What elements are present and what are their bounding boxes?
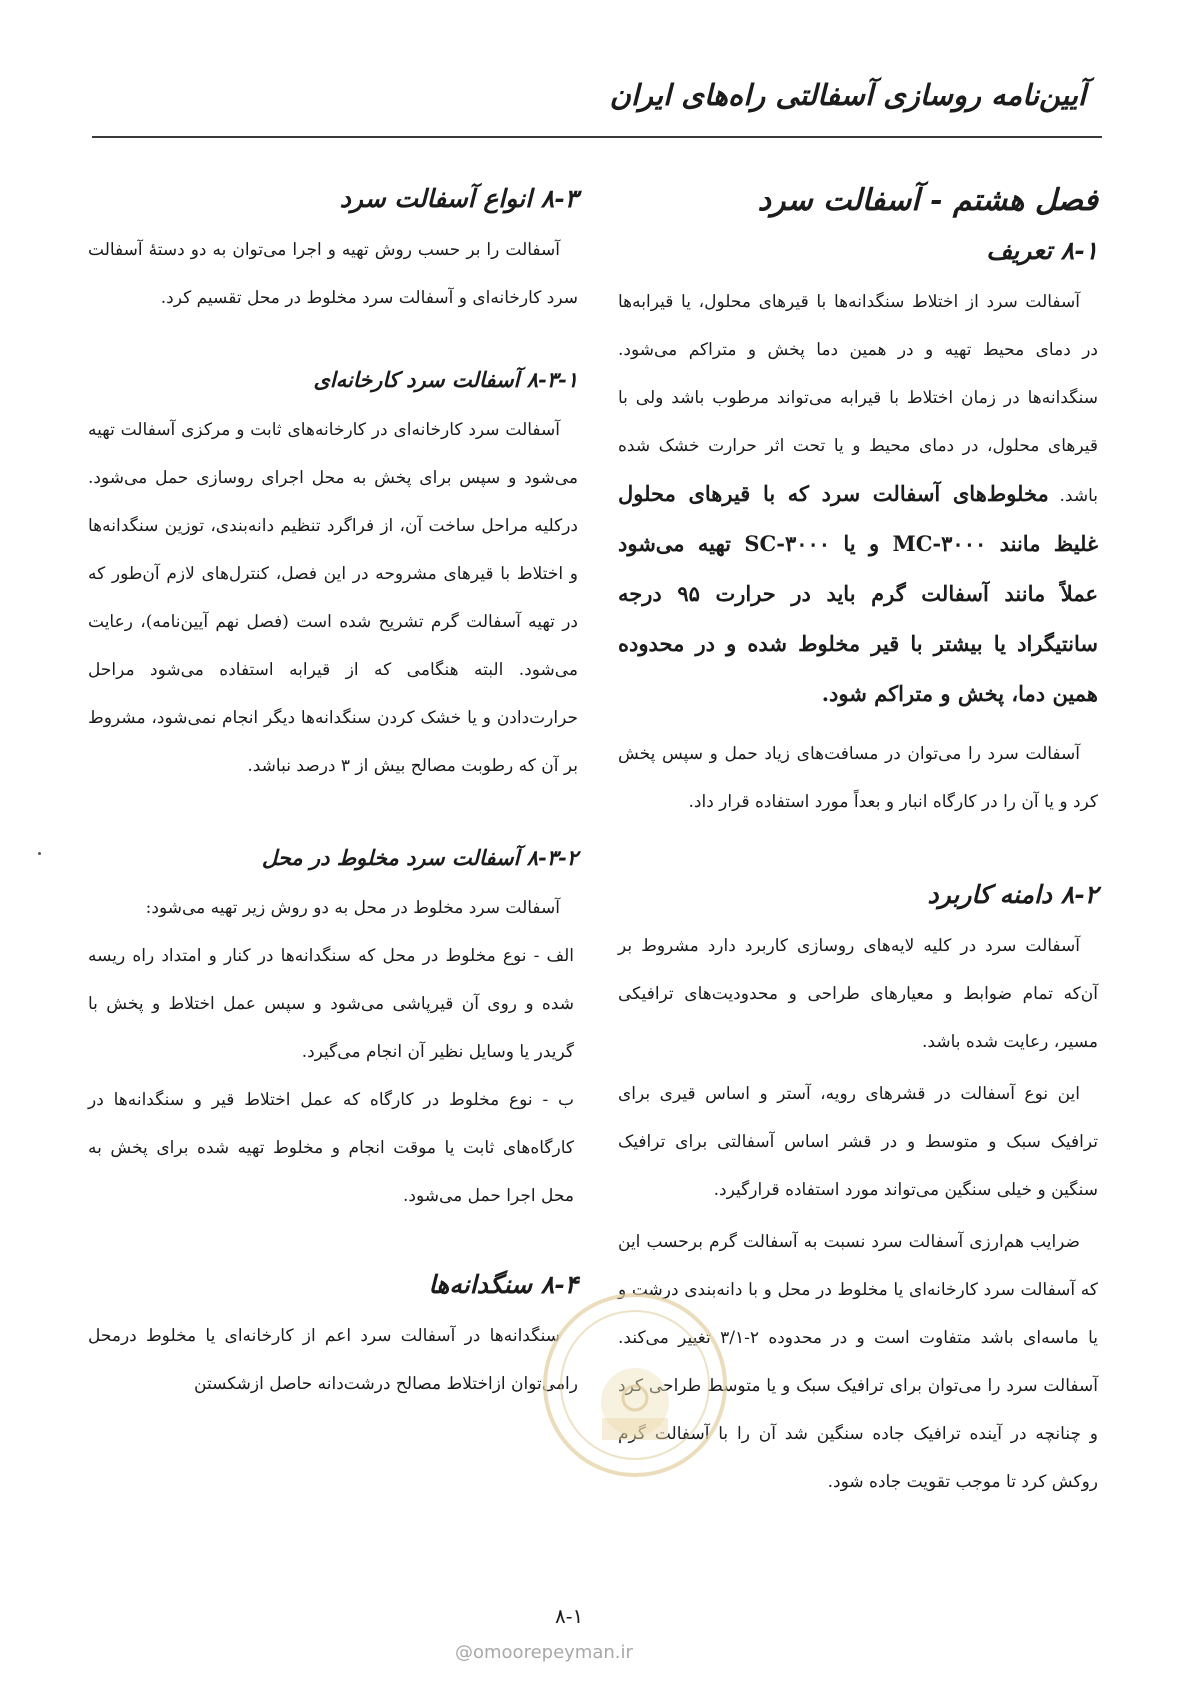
- scan-speck: [38, 852, 41, 855]
- paragraph-definition: [618, 278, 1098, 720]
- running-header: آیین‌نامه روسازی آسفالتی راه‌های ایران: [609, 78, 1086, 112]
- seal-watermark-icon: [540, 1290, 730, 1480]
- section-heading-8-2: ۸-۲ دامنه کاربرد: [927, 880, 1098, 909]
- section-heading-8-3: ۸-۳ انواع آسفالت سرد: [339, 184, 578, 213]
- paragraph-transport: آسفالت سرد را می‌توان در مسافت‌های زیاد حمل و سپس پخش کرد و یا آن را در کارگاه انبار و بعداً مورد استفاده قرار داد.: [618, 744, 1098, 812]
- paragraph-scope-1: آسفالت سرد در کلیه لایه‌های روسازی کاربرد دارد مشروط بر آن‌که تمام ضوابط و معیارهای طراحی و محدودیت‌های ترافیکی مسیر، رعایت شده باشد.: [618, 936, 1098, 1052]
- section-heading-8-4: ۸-۴ سنگدانه‌ها: [428, 1270, 578, 1299]
- list-item-a: الف - نوع مخلوط در محل که سنگدانه‌ها در کنار و امتداد راه ریسه شده و روی آن قیرپاشی می‌شود و سپس عمل اختلاط و پخش با گریدر یا وسایل نظیر آن انجام می‌گیرد.: [88, 946, 574, 1062]
- paragraph-scope-2: این نوع آسفالت در قشرهای رویه، آستر و اساس قیری برای ترافیک سبک و متوسط و در قشر اساس آسفالتی برای ترافیک سنگین و خیلی سنگین می‌تواند مورد استفاده قرارگیرد.: [618, 1084, 1098, 1200]
- paragraph-aggregates: سنگدانه‌ها در آسفالت سرد اعم از کارخانه‌ای یا مخلوط درمحل رامی‌توان ازاختلاط مصالح درشت‌دانه حاصل ازشکستن: [88, 1326, 578, 1394]
- page-number: ۸-۱: [555, 1604, 584, 1628]
- list-item-b: ب - نوع مخلوط در کارگاه که عمل اختلاط قیر و سنگدانه‌ها در کارگاه‌های ثابت یا موقت انجام و مخلوط تهیه شده برای پخش به محل اجرا حمل می‌شود.: [88, 1090, 574, 1206]
- left-column: [88, 180, 578, 1408]
- paragraph-mixed-in-place: آسفالت سرد مخلوط در محل به دو روش زیر تهیه می‌شود:: [145, 898, 560, 918]
- paragraph-types: آسفالت را بر حسب روش تهیه و اجرا می‌توان به دو دستهٔ آسفالت سرد کارخانه‌ای و آسفالت سرد مخلوط در محل تقسیم کرد.: [88, 240, 578, 308]
- definition-text: آسفالت سرد از اختلاط سنگدانه‌ها با قیرهای محلول، یا قیرابه‌ها در دمای محیط تهیه و در همین دما پخش و متراکم می‌شود. سنگدانه‌ها در زمان اختلاط با قیرابه می‌تواند مرطوب باشد ولی با قیرهای محلول، در دمای محیط و یا تحت اثر حرارت خشک شده باشد.: [618, 292, 1098, 506]
- section-heading-8-1: ۸-۱ تعریف: [986, 236, 1098, 265]
- site-watermark: @omoorepeyman.ir: [455, 1642, 633, 1663]
- paragraph-scope-3: ضرایب هم‌ارزی آسفالت سرد نسبت به آسفالت گرم برحسب این که آسفالت سرد کارخانه‌ای یا مخلوط در محل و با دانه‌بندی درشت و یا ماسه‌ای باشد متفاوت است و در محدوده ۲-۳/۱ تغییر می‌کند. آسفالت سرد را می‌توان برای ترافیک سبک و یا متوسط طراحی کرد و چنانچه در آینده ترافیک جاده سنگین شد آن را با آسفالت گرم روکش کرد تا موجب تقویت جاده شود.: [618, 1232, 1098, 1492]
- paragraph-plant-mix: آسفالت سرد کارخانه‌ای در کارخانه‌های ثابت و مرکزی آسفالت تهیه می‌شود و سپس برای پخش به محل اجرای روسازی حمل می‌شود. درکلیه مراحل ساخت آن، از فراگرد تنظیم دانه‌بندی، توزین سنگدانه‌ها و اختلاط با قیرهای مشروحه در این فصل، کنترل‌های لازم آن‌طور که در تهیه آسفالت گرم تشریح شده است (فصل نهم آیین‌نامه)، رعایت می‌شود. البته هنگامی که از قیرابه استفاده می‌شود مراحل حرارت‌دادن و یا خشک کردن سنگدانه‌ها دیگر انجام نمی‌شود، مشروط بر آن که رطوبت مصالح بیش از ۳ درصد نباشد.: [88, 420, 578, 776]
- chapter-title: فصل هشتم - آسفالت سرد: [757, 183, 1098, 218]
- section-heading-8-3-1: ۸-۳-۱ آسفالت سرد کارخانه‌ای: [313, 367, 578, 392]
- definition-bold-text: مخلوط‌های آسفالت سرد که با قیرهای محلول غلیظ مانند MC-۳۰۰۰ و یا SC-۳۰۰۰ تهیه می‌شود عملاً مانند آسفالت گرم باید در حرارت ۹۵ درجه سانتیگراد یا بیشتر با قیر مخلوط شده و در محدوده همین دما، پخش و متراکم شود.: [618, 481, 1098, 706]
- section-heading-8-3-2: ۸-۳-۲ آسفالت سرد مخلوط در محل: [261, 845, 578, 870]
- header-divider: [92, 136, 1102, 138]
